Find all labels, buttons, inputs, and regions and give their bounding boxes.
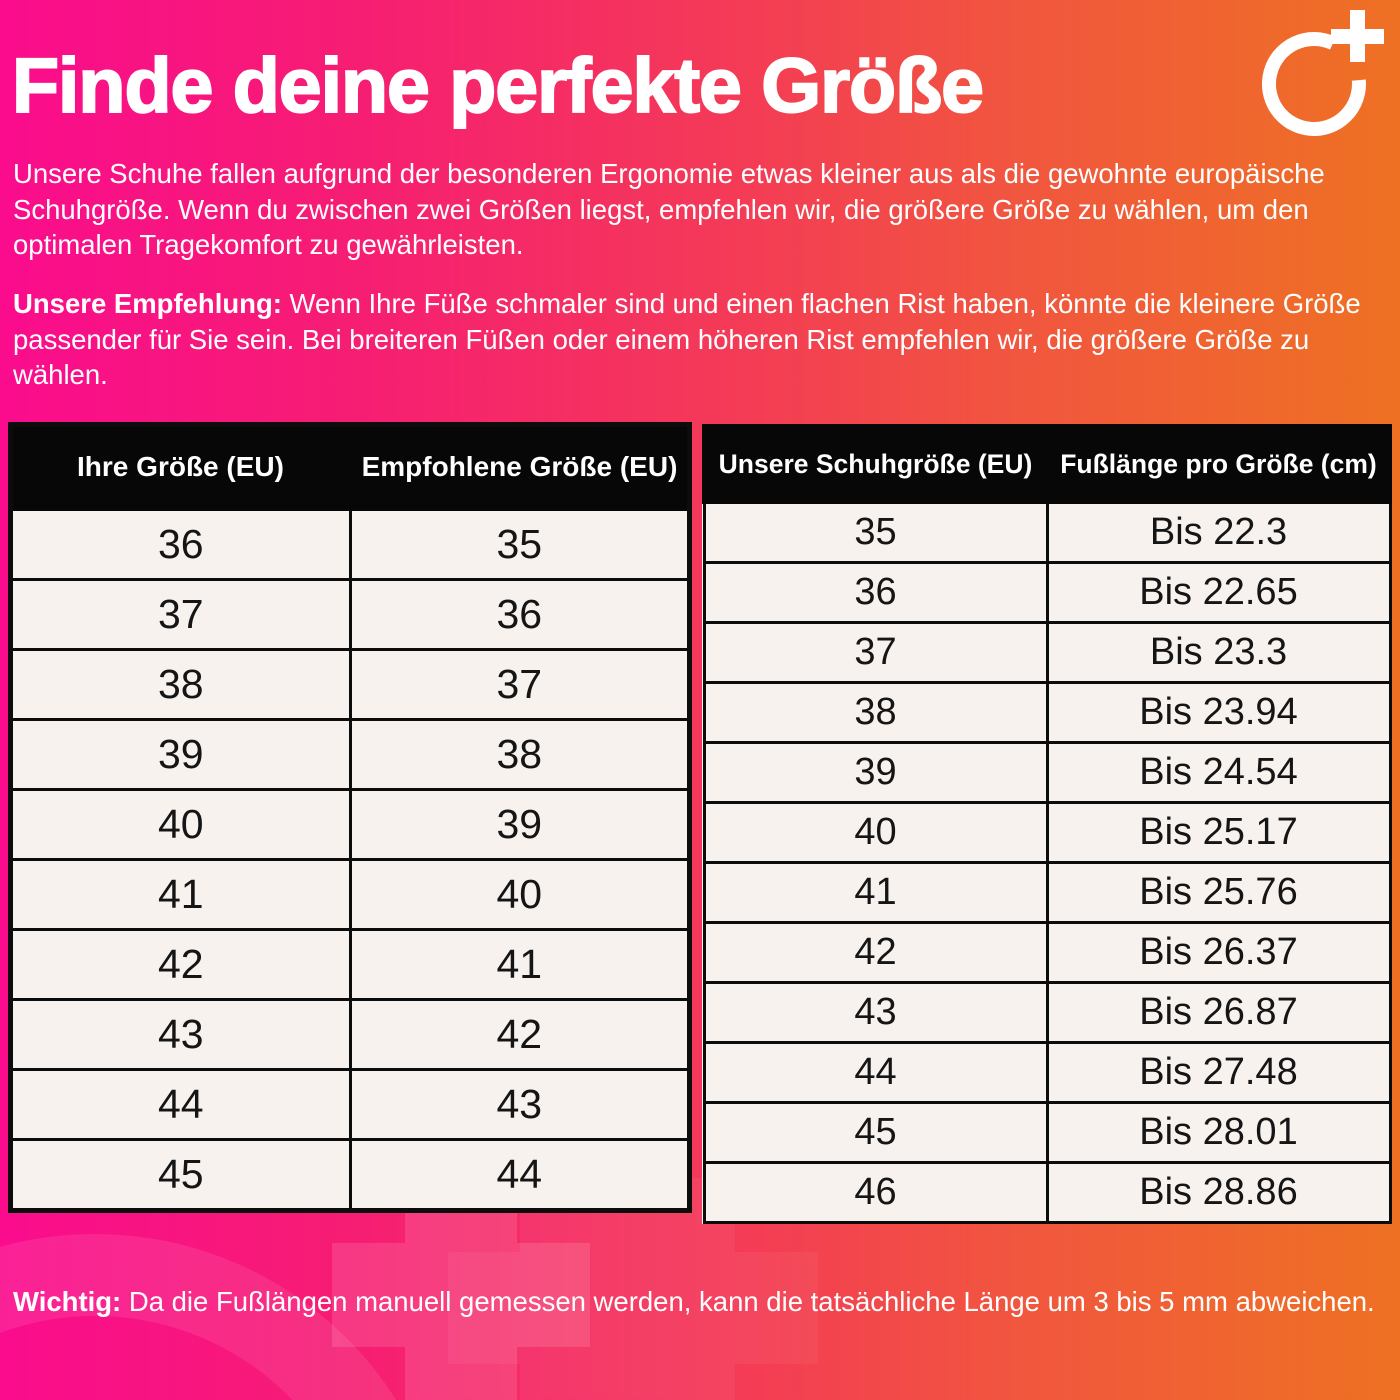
table-cell: 46 — [704, 1163, 1047, 1223]
table-cell: 38 — [350, 720, 690, 790]
table-row — [704, 743, 1390, 803]
brand-logo — [1262, 8, 1390, 138]
table-cell: 40 — [350, 860, 690, 930]
table-cell: 39 — [350, 790, 690, 860]
table-cell: 45 — [704, 1103, 1047, 1163]
table-row — [11, 1070, 690, 1140]
note-text — [13, 1284, 1393, 1320]
intro-text: Unsere Schuhe fallen aufgrund der besonderen Ergonomie etwas kleiner aus als die gewohnte europäische Schuhgröße. Wenn du zwischen zwei Größen liegst, empfehlen wir, die größere Größe zu wählen, um den optimalen Tragekomfort zu gewährleisten. — [13, 158, 1325, 260]
recommendation-text — [13, 286, 1391, 393]
table-cell: 42 — [350, 1000, 690, 1070]
table-cell: 44 — [350, 1140, 690, 1211]
table-cell: 36 — [11, 509, 351, 580]
table-cell: 37 — [704, 623, 1047, 683]
table-row — [11, 790, 690, 860]
table-cell: 43 — [350, 1070, 690, 1140]
table-cell: Bis 22.3 — [1047, 502, 1390, 563]
table-cell: 43 — [704, 983, 1047, 1043]
table-header-row — [704, 426, 1390, 502]
table-body — [11, 509, 690, 1211]
table-cell: Bis 27.48 — [1047, 1043, 1390, 1103]
table-cell: 39 — [704, 743, 1047, 803]
table-cell: Bis 25.76 — [1047, 863, 1390, 923]
table-cell: Bis 28.01 — [1047, 1103, 1390, 1163]
table-cell: Bis 23.3 — [1047, 623, 1390, 683]
table-row — [704, 623, 1390, 683]
table-row — [11, 720, 690, 790]
table-cell: 36 — [704, 563, 1047, 623]
table-cell: 37 — [350, 650, 690, 720]
note-body: Da die Fußlängen manuell gemessen werden, kann die tatsächliche Länge um 3 bis 5 mm abweichen. — [121, 1286, 1375, 1317]
table-row — [704, 502, 1390, 563]
table-row — [704, 1163, 1390, 1223]
table-cell: 35 — [350, 509, 690, 580]
table-cell: 41 — [704, 863, 1047, 923]
table-cell: 37 — [11, 580, 351, 650]
table-body — [704, 502, 1390, 1223]
table-cell: 39 — [11, 720, 351, 790]
table-cell: 38 — [704, 683, 1047, 743]
table-cell: 38 — [11, 650, 351, 720]
table-row — [11, 580, 690, 650]
table-cell: 42 — [11, 930, 351, 1000]
table-cell: 41 — [11, 860, 351, 930]
foot-length-table — [702, 424, 1392, 1224]
note-label: Wichtig: — [13, 1286, 122, 1317]
table-row — [11, 860, 690, 930]
table-row — [11, 1140, 690, 1211]
recommendation-body: Wenn Ihre Füße schmaler sind und einen flachen Rist haben, könnte die kleinere Größe passender für Sie sein. Bei breiteren Füßen oder einem höheren Rist empfehlen wir, die größere Größe zu wählen. — [13, 288, 1361, 390]
recommendation-label: Unsere Empfehlung: — [13, 288, 282, 319]
table-header-cell: Fußlänge pro Größe (cm) — [1047, 426, 1390, 502]
table-row — [11, 650, 690, 720]
table-header-cell: Empfohlene Größe (EU) — [350, 425, 690, 510]
table-row — [11, 1000, 690, 1070]
table-row — [11, 509, 690, 580]
table-head — [11, 425, 690, 510]
table-row — [704, 923, 1390, 983]
table-cell: Bis 23.94 — [1047, 683, 1390, 743]
table-row — [704, 803, 1390, 863]
table-cell: 40 — [11, 790, 351, 860]
table-header-cell: Ihre Größe (EU) — [11, 425, 351, 510]
table-cell: 40 — [704, 803, 1047, 863]
table-cell: Bis 25.17 — [1047, 803, 1390, 863]
table-cell: Bis 22.65 — [1047, 563, 1390, 623]
table-cell: 43 — [11, 1000, 351, 1070]
table-cell: Bis 28.86 — [1047, 1163, 1390, 1223]
table-header-row — [11, 425, 690, 510]
table-cell: 41 — [350, 930, 690, 1000]
table-row — [704, 563, 1390, 623]
circle-plus-icon — [1269, 10, 1384, 129]
table-cell: 44 — [11, 1070, 351, 1140]
table-row — [11, 930, 690, 1000]
table-header-cell: Unsere Schuhgröße (EU) — [704, 426, 1047, 502]
table-row — [704, 1103, 1390, 1163]
table-cell: 36 — [350, 580, 690, 650]
table-row — [704, 1043, 1390, 1103]
table-cell: 42 — [704, 923, 1047, 983]
table-cell: Bis 26.87 — [1047, 983, 1390, 1043]
table-cell: 45 — [11, 1140, 351, 1211]
table-cell: Bis 24.54 — [1047, 743, 1390, 803]
table-row — [704, 983, 1390, 1043]
table-cell: Bis 26.37 — [1047, 923, 1390, 983]
size-conversion-table — [8, 422, 692, 1213]
table-cell: 35 — [704, 502, 1047, 563]
table-head — [704, 426, 1390, 502]
page-title: Finde deine perfekte Größe — [12, 43, 983, 129]
table-row — [704, 863, 1390, 923]
table-row — [704, 683, 1390, 743]
table-cell: 44 — [704, 1043, 1047, 1103]
